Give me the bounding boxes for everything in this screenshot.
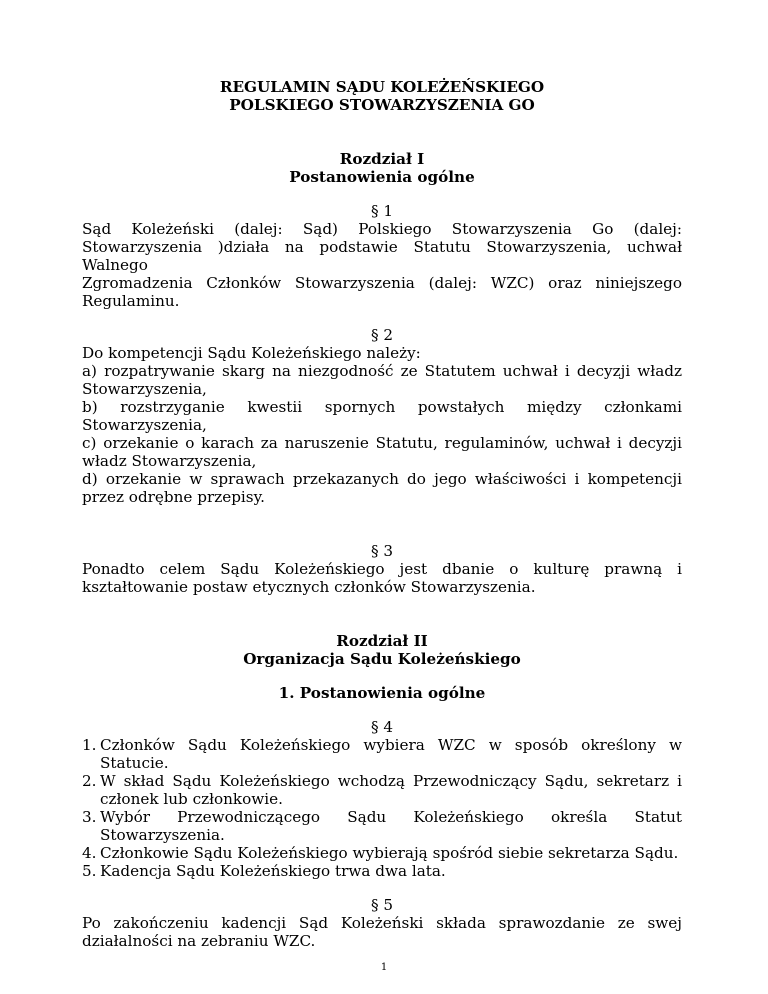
section-2-symbol: § 2: [370, 326, 394, 344]
section-5-line-2: działalności na zebraniu WZC.: [82, 932, 316, 950]
list-item-number: 3.: [82, 808, 97, 826]
list-item-line-2: Stowarzyszenia.: [100, 826, 225, 844]
list-item-line-1: Członków Sądu Koleżeńskiego wybiera WZC w sposób określony w: [100, 736, 682, 754]
list-item: [82, 808, 682, 844]
section-2-item-c-line-1: c) orzekanie o karach za naruszenie Statutu, regulaminów, uchwał i decyzji: [82, 434, 682, 452]
section-2-item-a-line-1: a) rozpatrywanie skarg na niezgodność ze Statutem uchwał i decyzji władz: [82, 362, 682, 380]
chapter-2-name: Organizacja Sądu Koleżeńskiego: [243, 650, 521, 668]
list-item-number: 5.: [82, 862, 97, 880]
list-item-line-1: W skład Sądu Koleżeńskiego wchodzą Przewodniczący Sądu, sekretarz i: [100, 772, 682, 790]
section-2-item-d-line-1: d) orzekanie w sprawach przekazanych do jego właściwości i kompetencji: [82, 470, 682, 488]
section-3-line-2: kształtowanie postaw etycznych członków Stowarzyszenia.: [82, 578, 536, 596]
list-item-line-2: Statucie.: [100, 754, 169, 772]
list-item: [82, 844, 682, 862]
section-4-list: [82, 736, 682, 880]
list-item-line-2: członek lub członkowie.: [100, 790, 283, 808]
chapter-2-heading: [82, 632, 682, 668]
section-4-symbol: § 4: [370, 718, 394, 736]
document-body: [82, 78, 682, 950]
list-item-line-1: Kadencja Sądu Koleżeńskiego trwa dwa lata.: [100, 862, 446, 880]
section-3-line-1: Ponadto celem Sądu Koleżeńskiego jest dbanie o kulturę prawną i: [82, 560, 682, 578]
section-5-line-1: Po zakończeniu kadencji Sąd Koleżeński składa sprawozdanie ze swej: [82, 914, 682, 932]
section-1-symbol: § 1: [370, 202, 394, 220]
title-line-2: POLSKIEGO STOWARZYSZENIA GO: [229, 96, 535, 114]
section-2-item-d-line-2: przez odrębne przepisy.: [82, 488, 265, 506]
section-5-symbol: § 5: [370, 896, 394, 914]
section-1-line-4: Regulaminu.: [82, 292, 180, 310]
section-2-item-b-line-2: Stowarzyszenia,: [82, 416, 207, 434]
page-number: 1: [380, 962, 388, 973]
section-2: [82, 326, 682, 506]
list-item-number: 2.: [82, 772, 97, 790]
list-item: [82, 772, 682, 808]
chapter-2-number: Rozdział II: [336, 632, 428, 650]
section-2-item-b-line-1: b) rozstrzyganie kwestii spornych powstałych między członkami: [82, 398, 682, 416]
section-1-line-1: Sąd Koleżeński (dalej: Sąd) Polskiego Stowarzyszenia Go (dalej:: [82, 220, 682, 238]
section-3: [82, 542, 682, 596]
chapter-1-heading: [82, 150, 682, 186]
section-1: [82, 202, 682, 310]
title-line-1: REGULAMIN SĄDU KOLEŻEŃSKIEGO: [219, 78, 545, 96]
list-item-number: 1.: [82, 736, 97, 754]
list-item-line-1: Członkowie Sądu Koleżeńskiego wybierają spośród siebie sekretarza Sądu.: [100, 844, 679, 862]
list-item: [82, 862, 682, 880]
list-item-number: 4.: [82, 844, 97, 862]
section-1-line-3: Zgromadzenia Członków Stowarzyszenia (dalej: WZC) oraz niniejszego: [82, 274, 682, 292]
subsection-heading: [82, 684, 682, 702]
chapter-1-name: Postanowienia ogólne: [289, 168, 475, 186]
section-3-symbol: § 3: [370, 542, 394, 560]
section-2-item-a-line-2: Stowarzyszenia,: [82, 380, 207, 398]
section-5: [82, 896, 682, 950]
section-2-intro: Do kompetencji Sądu Koleżeńskiego należy:: [82, 344, 421, 362]
section-1-line-2: Stowarzyszenia )działa na podstawie Statutu Stowarzyszenia, uchwał Walnego: [82, 238, 682, 274]
subsection-title: 1. Postanowienia ogólne: [278, 684, 486, 702]
chapter-1-number: Rozdział I: [339, 150, 425, 168]
list-item-line-1: Wybór Przewodniczącego Sądu Koleżeńskiego określa Statut: [100, 808, 682, 826]
section-2-item-c-line-2: władz Stowarzyszenia,: [82, 452, 257, 470]
section-4: [82, 718, 682, 880]
list-item: [82, 736, 682, 772]
document-title: [82, 78, 682, 114]
